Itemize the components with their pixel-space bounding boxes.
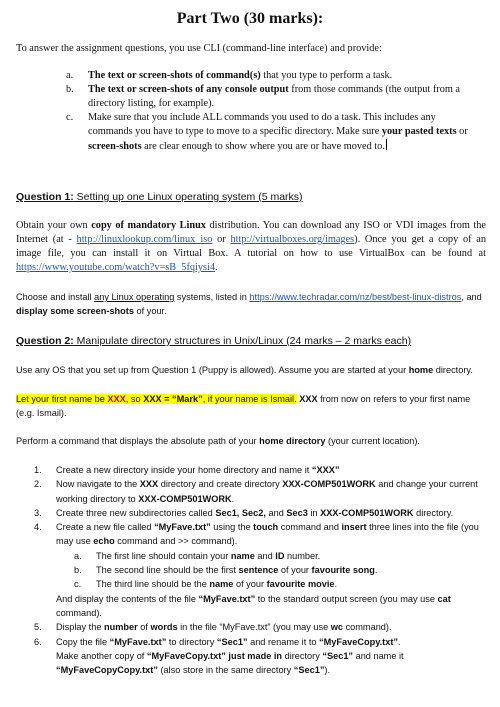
link-techradar[interactable]: https://www.techradar.com/nz/best/best-linux-distros [249, 292, 462, 302]
task-item-4c: c. The third line should be the name of your favourite movie. [74, 579, 338, 590]
provide-item-b: b. The text or screen-shots of any console output from those commands (the output from a directory listing, for example). [66, 84, 460, 109]
question1-heading: Question 1: Setting up one Linux operating system (5 marks) [16, 191, 303, 203]
link-virtualboxes[interactable]: http://virtualboxes.org/images [230, 234, 355, 245]
task-list [34, 463, 484, 677]
task-item-4a: a. The first line should contain your name and ID number. [74, 550, 321, 561]
provide-item-c: c. Make sure that you include ALL commands you used to do a task. This includes any commands you have to type to move to a specific directory. Make sure your pasted texts or screen-shots are clear enough to show where you are or have moved to. [66, 112, 468, 152]
task-item-2: 2. Now navigate to the XXX directory and create directory XXX-COMP501WORK and change your current working directory to XXX-COMP501WORK. [34, 479, 478, 504]
link-youtube-tutorial[interactable]: https://www.youtube.com/watch?v=sB_5fqiysi4 [16, 262, 216, 273]
page-title: Part Two (30 marks): [176, 10, 324, 27]
intro-text: To answer the assignment questions, you use CLI (command-line interface) and provide: [16, 43, 382, 54]
task-item-4: 4. Create a new file called “MyFave.txt” using the touch command and insert three lines into the file (you may use echo command and >> command). a. The first line should contain your name and ID number. b. The second line should be the first sentence of your favourite song. c. The third line should be the name of your favourite movie. And display the contents of the file “MyFave.txt” to the standard output screen (you may use cat command). [34, 520, 484, 620]
task-item-6-copy: Make another copy of “MyFaveCopy.txt” just made in directory “Sec1” and name it “MyFaveCopyCopy.txt” (also store in the same directory “Sec1”). [56, 650, 404, 676]
question2-name-note: Let your first name be XXX, so XXX = “Mark”, if your name is Ismail. XXX from now on refers to your first name (e.g. Ismail). [16, 394, 471, 419]
task-item-3: 3. Create three new subdirectories called Sec1, Sec2, and Sec3 in XXX-COMP501WORK directory. [34, 507, 454, 518]
task-item-4b: b. The second line should be the first sentence of your favourite song. [74, 565, 378, 576]
text-cursor [386, 139, 387, 150]
provide-list [66, 69, 476, 154]
question1-paragraph2: Choose and install any Linux operating systems, listed in https://www.techradar.com/nz/best/best-linux-distros, and display some screen-shots of your. [16, 292, 482, 317]
question2-heading: Question 2: Manipulate directory structures in Unix/Linux (24 marks – 2 marks each) [16, 335, 412, 347]
task-item-4-display: And display the contents of the file “MyFave.txt” to the standard output screen (you may use cat command). [56, 593, 451, 618]
question2-paragraph1: Use any OS that you set up from Question 1 (Puppy is allowed). Assume you are started at your home directory. [16, 365, 473, 375]
task-item-6: 6. Copy the file “MyFave.txt” to directory “Sec1” and rename it to “MyFaveCopy.txt”. Make another copy of “MyFaveCopy.txt” just made in directory “Sec1” and name it “MyFaveCopyCopy.txt” (also store in the same directory “Sec1”). [34, 635, 484, 678]
highlighted-name-rule: Let your first name be XXX, so XXX = “Mark”, if your name is Ismail. [16, 394, 297, 404]
task-item-1: 1. Create a new directory inside your home directory and name it “XXX” [34, 465, 340, 475]
task-item-5: 5. Display the number of words in the file “MyFave.txt” (you may use wc command). [34, 622, 392, 633]
question2-paragraph3: Perform a command that displays the absolute path of your home directory (your current location). [16, 436, 420, 446]
question1-paragraph1: Obtain your own copy of mandatory Linux distribution. You can download any ISO or VDI images from the Internet (at - http://linuxlookup.com/linux_iso or http://virtualboxes.org/images). Once you get a copy of an image file, you can install it on Virtual Box. A tutorial on how to use VirtualBox can be found at https://www.youtube.com/watch?v=sB_5fqiysi4. [16, 220, 487, 273]
provide-item-a: a. The text or screen-shots of command(s) that you type to perform a task. [66, 70, 393, 81]
link-linuxlookup[interactable]: http://linuxlookup.com/linux_iso [76, 234, 213, 245]
